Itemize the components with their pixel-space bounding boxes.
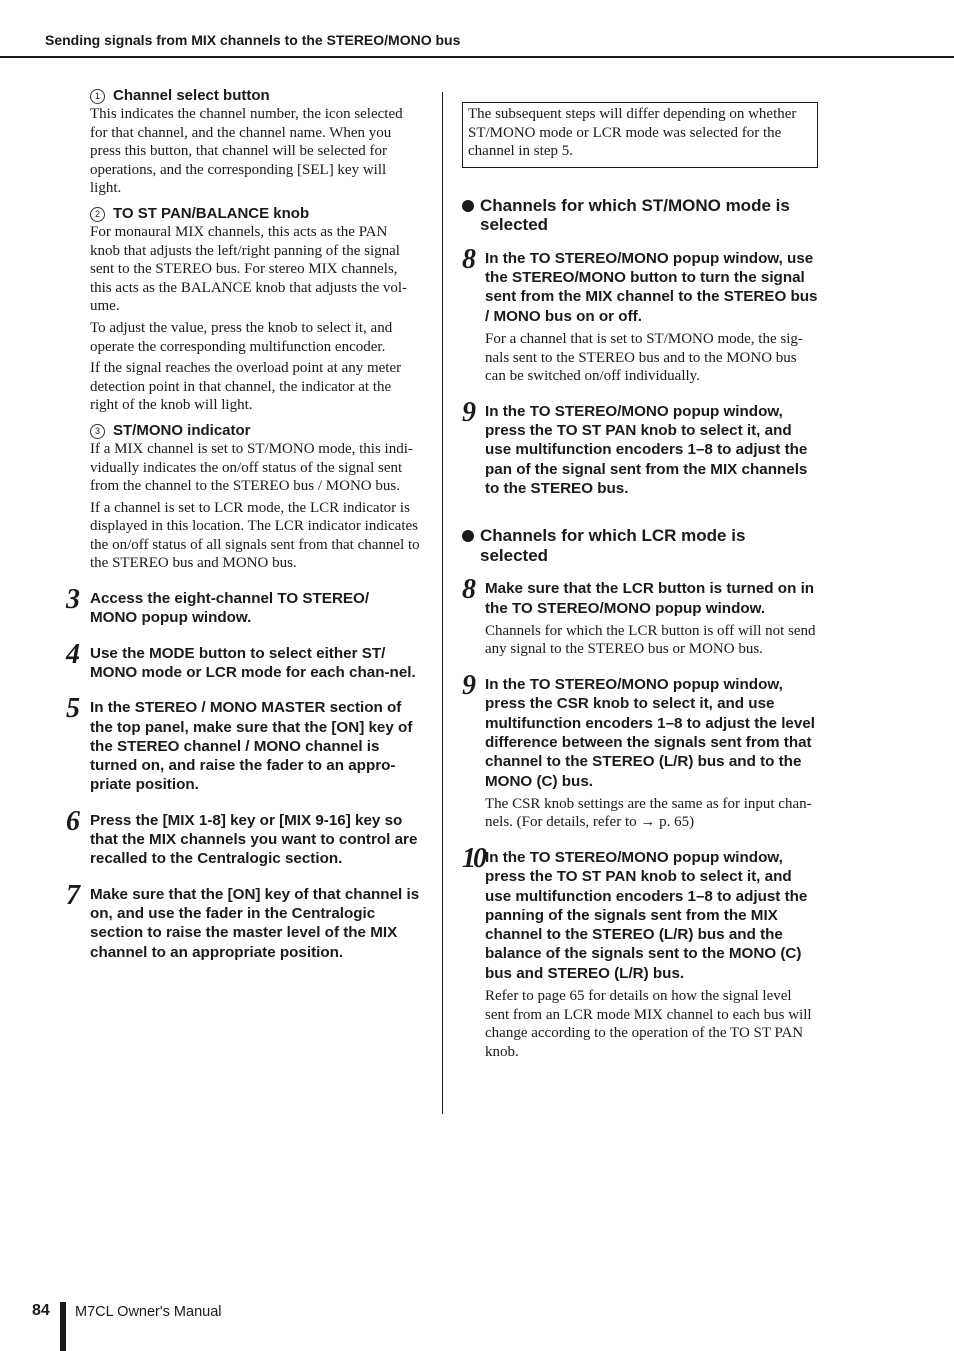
- step-10-lcr: [462, 842, 818, 1061]
- step-number: 7: [66, 879, 80, 911]
- section-heading: Channels for which ST/MONO mode is selected: [462, 196, 818, 235]
- section-heading: Channels for which LCR mode is selected: [462, 526, 818, 565]
- step-text: Press the [MIX 1-8] key or [MIX 9-16] key so that the MIX channels you want to control are recalled to the Centralogic section.: [90, 811, 418, 868]
- bullet-icon: [462, 200, 474, 212]
- step-8-lcr: [462, 574, 818, 659]
- step-text: In the TO STEREO/MONO popup window, press the CSR knob to select it, and use multifunction encoders 1–8 to adjust the level difference between the signals sent from that channel to the STEREO (L/R) bus and to the MONO (C) bus.: [485, 676, 815, 790]
- step-text: In the TO STEREO/MONO popup window, press the TO ST PAN knob to select it, and use multifunction encoders 1–8 to adjust the panning of the signals sent from the MIX channel to the STEREO (L/R) bus and the balance of the signals sent to the MONO (C) bus and STEREO (L/R) bus.: [485, 848, 808, 982]
- step-number: 3: [66, 584, 80, 616]
- step-number: 8: [462, 574, 476, 606]
- step-body: Channels for which the LCR button is off will not send any signal to the STEREO bus or MONO bus.: [485, 622, 816, 658]
- item-to-st-pan: [90, 204, 420, 415]
- item-body: If the signal reaches the overload point at any meter detection point in that channel, the indicator at the right of the knob will light.: [90, 360, 402, 414]
- header-rule: [0, 56, 954, 58]
- step-number: 5: [66, 693, 80, 725]
- step-number: 9: [462, 396, 476, 428]
- step-number: 4: [66, 638, 80, 670]
- step-text: Access the eight-channel TO STEREO/ MONO popup window.: [90, 590, 370, 627]
- step-text: In the STEREO / MONO MASTER section of the top panel, make sure that the [ON] key of the STEREO channel / MONO channel is turned on, and raise the fader to an appro-priate position.: [90, 699, 413, 794]
- step-9-st-mono: [462, 396, 818, 498]
- footer-bar: [60, 1302, 66, 1351]
- step-7: [66, 879, 420, 962]
- step-8-st-mono: [462, 243, 818, 386]
- running-header: Sending signals from MIX channels to the STEREO/MONO bus: [45, 32, 461, 48]
- manual-title: M7CL Owner's Manual: [75, 1304, 222, 1320]
- step-6: [66, 805, 420, 869]
- step-text: Use the MODE button to select either ST/ MONO mode or LCR mode for each chan-nel.: [90, 644, 416, 681]
- item-number: 1: [90, 89, 105, 104]
- bullet-icon: [462, 530, 474, 542]
- item-title: Channel select button: [113, 87, 270, 104]
- step-number: 10: [462, 842, 484, 874]
- step-5: [66, 693, 420, 794]
- item-body: If a channel is set to LCR mode, the LCR indicator is displayed in this location. The LCR indicator indicates the on/off status of all signals sent from that channel to the STEREO bus and MONO bus.: [90, 499, 420, 572]
- step-number: 6: [66, 805, 80, 837]
- step-9-lcr: [462, 670, 818, 832]
- right-column: [462, 102, 818, 1061]
- item-title: TO ST PAN/BALANCE knob: [113, 204, 310, 222]
- section-lcr: [462, 526, 818, 1061]
- section-st-mono: [462, 196, 818, 498]
- item-channel-select: [90, 86, 420, 198]
- item-number: 3: [90, 424, 105, 439]
- step-body: The CSR knob settings are the same as for input chan-nels. (For details, refer to → p. 65): [485, 795, 812, 831]
- page-number: 84: [32, 1302, 50, 1319]
- left-column: [66, 86, 420, 962]
- item-st-mono-indicator: [90, 421, 420, 573]
- column-divider: [442, 92, 443, 1114]
- step-text: Make sure that the [ON] key of that channel is on, and use the fader in the Centralogic section to raise the master level of the MIX channel to an appropriate position.: [90, 885, 420, 961]
- step-text: In the TO STEREO/MONO popup window, use the STEREO/MONO button to turn the signal sent from the MIX channel to the STEREO bus / MONO bus on or off.: [485, 249, 818, 325]
- item-number: 2: [90, 207, 105, 222]
- step-text: In the TO STEREO/MONO popup window, press the TO ST PAN knob to select it, and use multifunction encoders 1–8 to adjust the pan of the signal sent from the MIX channels to the STEREO bus.: [485, 402, 808, 497]
- step-number: 8: [462, 243, 476, 275]
- step-number: 9: [462, 670, 476, 702]
- step-text: Make sure that the LCR button is turned on in the TO STEREO/MONO popup window.: [485, 580, 815, 617]
- step-body: For a channel that is set to ST/MONO mode, the sig-nals sent to the STEREO bus and to the MONO bus can be switched on/off individually.: [485, 330, 803, 385]
- note-box: The subsequent steps will differ depending on whether ST/MONO mode or LCR mode was selected for the channel in step 5.: [462, 102, 818, 168]
- item-body: For monaural MIX channels, this acts as the PAN knob that adjusts the left/right panning of the signal sent to the STEREO bus. For stereo MIX channels, this acts as the BALANCE knob that adjusts the vol-ume.: [90, 223, 408, 315]
- item-body: If a MIX channel is set to ST/MONO mode, this indi-vidually indicates the on/off status of the signal sent from the channel to the STEREO bus / MONO bus.: [90, 440, 413, 495]
- item-body: This indicates the channel number, the icon selected for that channel, and the channel name. When you press this button, that channel will be selected for operations, and the corresponding [SEL] key will light.: [90, 106, 403, 197]
- item-body: To adjust the value, press the knob to select it, and operate the corresponding multifunction encoder.: [90, 319, 393, 355]
- item-title: ST/MONO indicator: [113, 421, 251, 439]
- step-body: Refer to page 65 for details on how the signal level sent from an LCR mode MIX channel to each bus will change according to the operation of the TO ST PAN knob.: [485, 988, 812, 1060]
- step-4: [66, 638, 420, 683]
- step-3: [66, 584, 420, 628]
